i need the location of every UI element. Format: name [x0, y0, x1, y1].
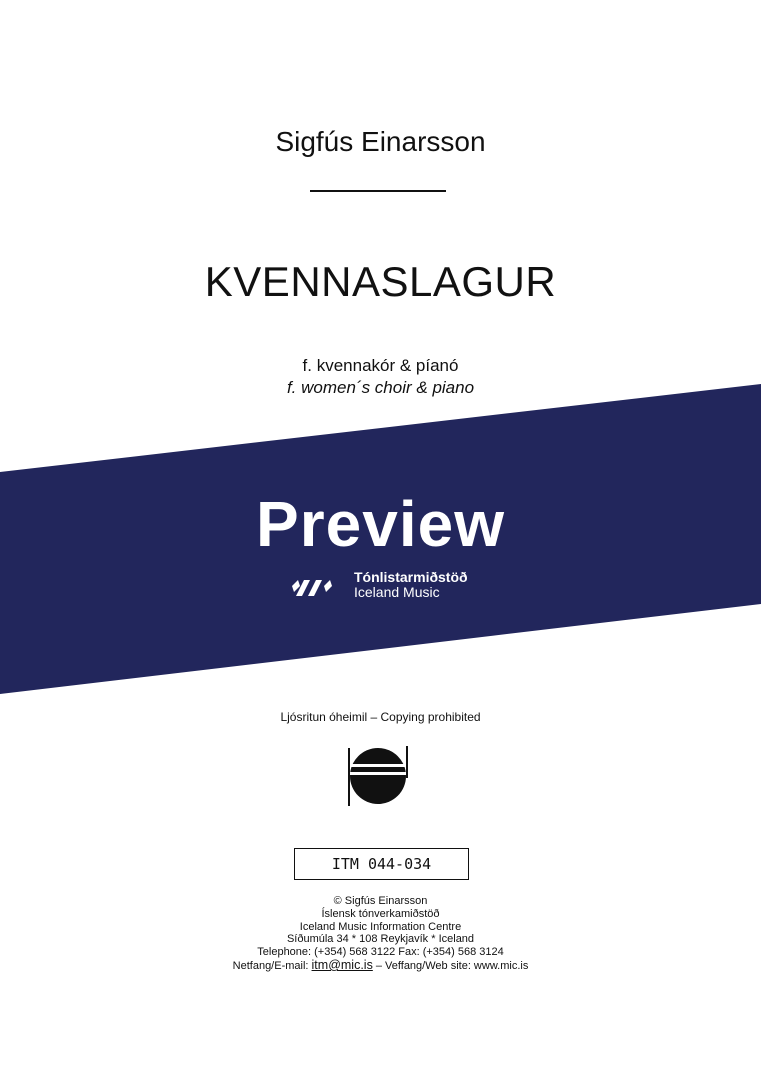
- catalog-number-box: ITM 044-034: [294, 848, 469, 880]
- web-text: – Veffang/Web site: www.mic.is: [372, 959, 529, 972]
- iceland-music-logo: [290, 568, 468, 602]
- email-link[interactable]: itm@mic.is: [311, 957, 373, 972]
- org-icelandic: Íslensk tónverkamiðstöð: [321, 907, 440, 920]
- composer-name: Sigfús Einarsson: [275, 126, 486, 157]
- publisher-contact: [0, 895, 761, 973]
- logo-line-2: Iceland Music: [354, 584, 440, 600]
- preview-label: Preview: [256, 488, 505, 560]
- email-prefix: Netfang/E-mail:: [232, 959, 312, 972]
- iceland-music-mark-icon: [290, 572, 346, 598]
- copyright-line: © Sigfús Einarsson: [333, 895, 428, 907]
- instrumentation-icelandic: f. kvennakór & píanó: [302, 356, 459, 375]
- address-line: Síðumúla 34 * 108 Reykjavík * Iceland: [286, 933, 475, 946]
- org-english: Iceland Music Information Centre: [299, 920, 462, 933]
- publisher-emblem-icon: [344, 746, 408, 808]
- logo-line-1: Tónlistarmiðstöð: [354, 569, 468, 585]
- email-web-line: [0, 959, 761, 973]
- copy-notice: Ljósritun óheimil – Copying prohibited: [280, 710, 481, 724]
- work-title: KVENNASLAGUR: [204, 258, 557, 305]
- phone-line: Telephone: (+354) 568 3122 Fax: (+354) 568 3124: [257, 946, 504, 959]
- instrumentation-english: f. women´s choir & piano: [286, 378, 475, 397]
